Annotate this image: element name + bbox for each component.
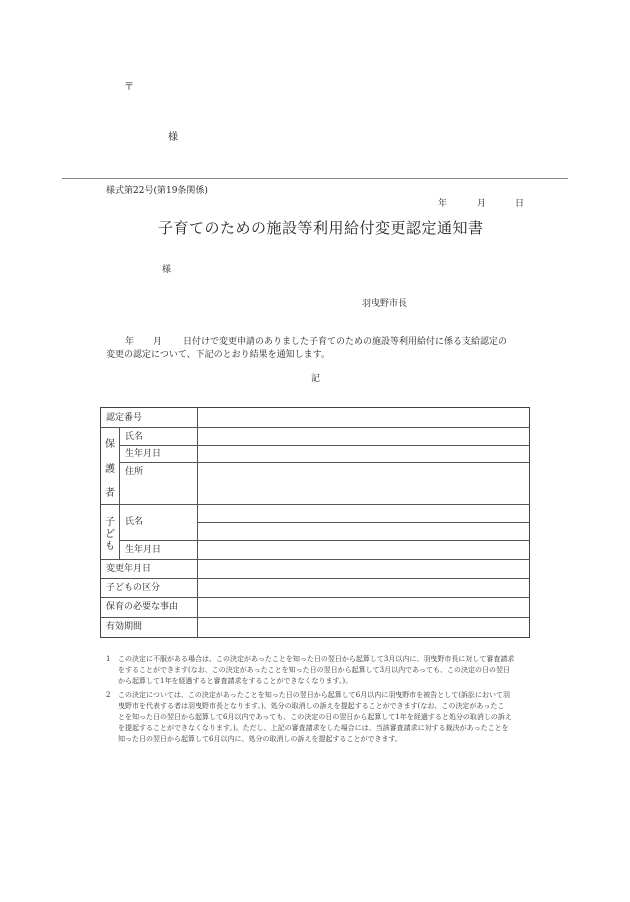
note-number: 1 bbox=[106, 655, 111, 663]
table-divider bbox=[101, 578, 530, 579]
note-line: 知った日の翌日から起算して6月以内に、処分の取消しの訴えを提起することができます。 bbox=[118, 735, 402, 743]
table-divider bbox=[101, 559, 530, 560]
table-divider bbox=[101, 504, 530, 505]
label-guardian-name: 氏名 bbox=[125, 432, 144, 442]
label-child-category: 子どもの区分 bbox=[106, 583, 161, 593]
table-divider bbox=[119, 540, 530, 541]
label-valid-period: 有効期間 bbox=[106, 622, 143, 632]
addressee-honorific: 様 bbox=[168, 132, 178, 143]
certification-table bbox=[100, 407, 530, 638]
table-divider bbox=[197, 522, 530, 523]
label-change-date: 変更年月日 bbox=[106, 564, 152, 574]
note-2 bbox=[106, 690, 538, 745]
body-date-year: 年 bbox=[125, 337, 135, 347]
note-line: この決定については、この決定があったことを知った日の翌日から起算して6月以内に羽曳野市を被告として(訴訟において羽 bbox=[118, 691, 510, 699]
note-line: この決定に不服がある場合は、この決定があったことを知った日の翌日から起算して3月以内に、羽曳野市長に対して審査請求 bbox=[118, 655, 515, 663]
label-guardian-birth: 生年月日 bbox=[125, 449, 162, 459]
label-child-birth: 生年月日 bbox=[125, 545, 162, 555]
table-divider bbox=[197, 408, 198, 638]
table-divider bbox=[101, 597, 530, 598]
table-divider bbox=[119, 462, 530, 463]
header-date-day: 日 bbox=[515, 199, 525, 209]
table-divider bbox=[101, 427, 530, 428]
postal-mark: 〒 bbox=[124, 82, 134, 93]
guardian-char-1: 保 bbox=[105, 439, 115, 450]
guardian-char-2: 護 bbox=[105, 464, 115, 475]
issuer-name: 羽曳野市長 bbox=[362, 299, 408, 309]
body-line-2: 変更の認定について、下記のとおり結果を通知します。 bbox=[106, 350, 330, 360]
separator-line bbox=[62, 178, 568, 179]
child-char-3: も bbox=[105, 541, 115, 552]
label-child-name: 氏名 bbox=[125, 517, 144, 527]
note-line: をすることができます(なお、この決定があったことを知った日の翌日から起算して3月以内であっても、この決定の日の翌日 bbox=[118, 666, 511, 674]
child-char-2: ど bbox=[105, 529, 115, 540]
table-divider bbox=[101, 617, 530, 618]
note-1 bbox=[106, 654, 538, 687]
header-date-year: 年 bbox=[438, 199, 448, 209]
body-date-month: 月 bbox=[153, 337, 163, 347]
label-care-reason: 保育の必要な事由 bbox=[106, 602, 179, 612]
body-line-1: 日付けで変更申請のありました子育てのための施設等利用給付に係る支給認定の bbox=[183, 337, 508, 347]
note-line: を提起することができなくなります。)。ただし、上記の審査請求をした場合には、当該審査請求に対する裁決があったことを bbox=[118, 724, 509, 732]
form-number: 様式第22号(第19条関係) bbox=[106, 186, 208, 196]
ki-marker: 記 bbox=[311, 374, 321, 384]
label-guardian-address: 住所 bbox=[125, 467, 144, 477]
label-cert-number: 認定番号 bbox=[106, 413, 143, 423]
header-date-month: 月 bbox=[477, 199, 487, 209]
note-line: から起算して1年を経過すると審査請求をすることができなくなります。)。 bbox=[118, 677, 353, 685]
table-divider bbox=[119, 445, 530, 446]
note-line: 曳野市を代表する者は羽曳野市長となります。)、処分の取消しの訴えを提起することができます(なお、この決定があったこ bbox=[118, 702, 505, 710]
note-number: 2 bbox=[106, 691, 111, 699]
guardian-char-3: 者 bbox=[105, 488, 115, 499]
note-line: とを知った日の翌日から起算して6月以内であっても、この決定の日の翌日から起算して1年を経過すると処分の取消しの訴え bbox=[118, 713, 512, 721]
recipient-honorific: 様 bbox=[162, 265, 172, 275]
child-char-1: 子 bbox=[105, 517, 115, 528]
document-title: 子育てのための施設等利用給付変更認定通知書 bbox=[158, 219, 484, 237]
